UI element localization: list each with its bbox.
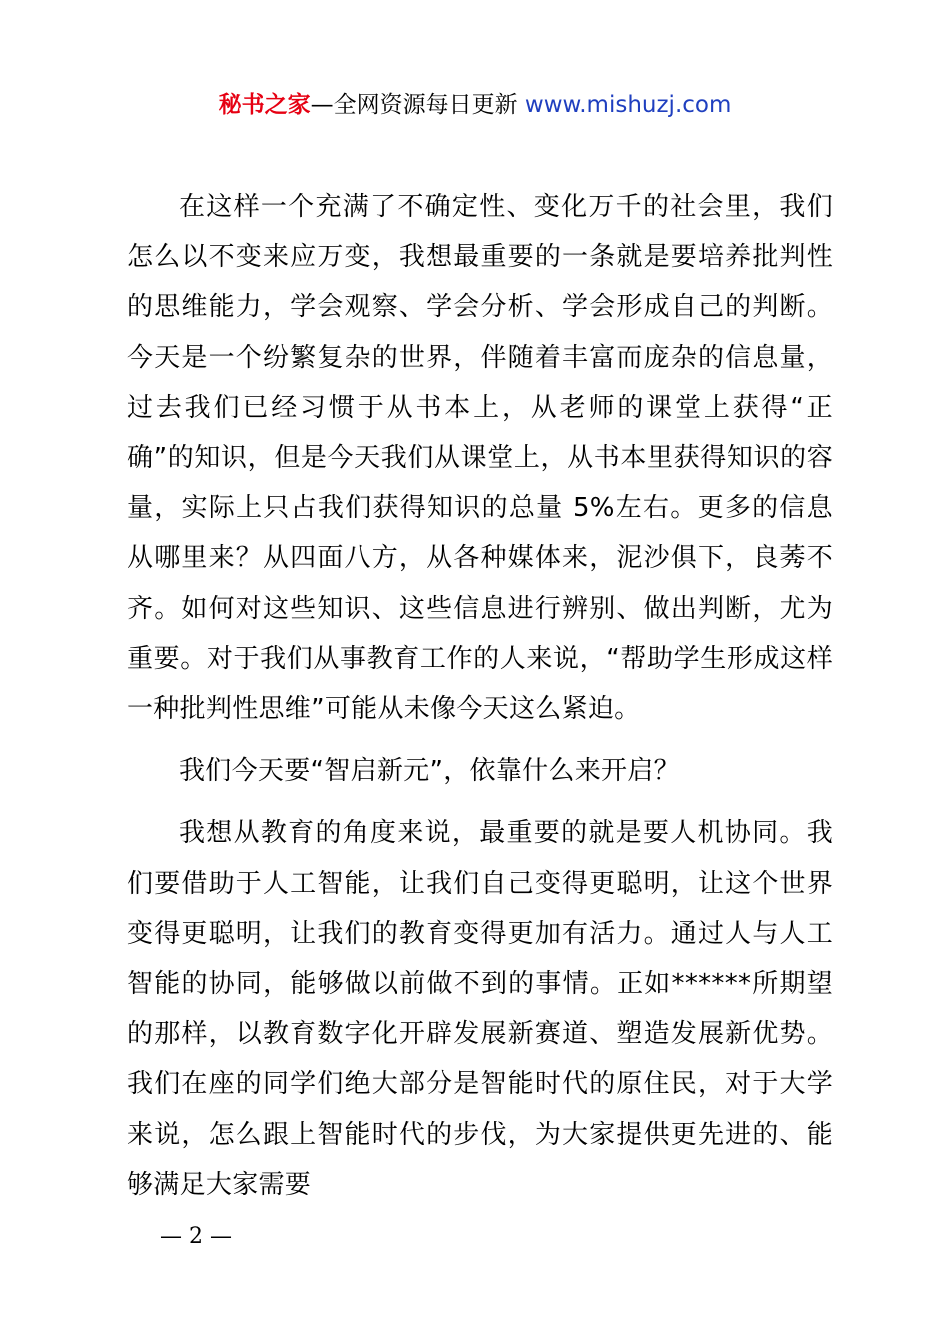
- site-url[interactable]: www.mishuzj.com: [524, 92, 732, 118]
- page-number: — 2 —: [160, 1224, 232, 1249]
- paragraph-human-machine: 我想从教育的角度来说，最重要的就是要人机协同。我们要借助于人工智能，让我们自己变得更聪明，让这个世界变得更聪明，让我们的教育变得更加有活力。通过人与人工智能的协同，能够做以前做不到的事情。正如******所期望的那样，以教育数字化开辟发展新赛道、塑造发展新优势。我们在座的同学们绝大部分是智能时代的原住民，对于大学来说，怎么跟上智能时代的步伐，为大家提供更先进的、能够满足大家需要: [127, 818, 833, 1200]
- header-slogan: —全网资源每日更新: [310, 92, 525, 118]
- paragraph-critical-thinking: 在这样一个充满了不确定性、变化万千的社会里，我们怎么以不变来应万变，我想最重要的一条就是要培养批判性的思维能力，学会观察、学会分析、学会形成自己的判断。今天是一个纷繁复杂的世界，伴随着丰富而庞杂的信息量，过去我们已经习惯于从书本上，从老师的课堂上获得“正确”的知识，但是今天我们从课堂上，从书本里获得知识的容量，实际上只占我们获得知识的总量 5%左右。更多的信息从哪里来？从四面八方，从各种媒体来，泥沙俱下，良莠不齐。如何对这些知识、这些信息进行辨别、做出判断，尤为重要。对于我们从事教育工作的人来说，“帮助学生形成这样一种批判性思维”可能从未像今天这么紧迫。: [127, 192, 833, 725]
- site-header: [0, 88, 950, 122]
- brand-name: 秘书之家: [218, 92, 311, 118]
- paragraph-question: 我们今天要“智启新元”，依靠什么来开启？: [179, 756, 680, 787]
- document-body: [127, 182, 833, 1210]
